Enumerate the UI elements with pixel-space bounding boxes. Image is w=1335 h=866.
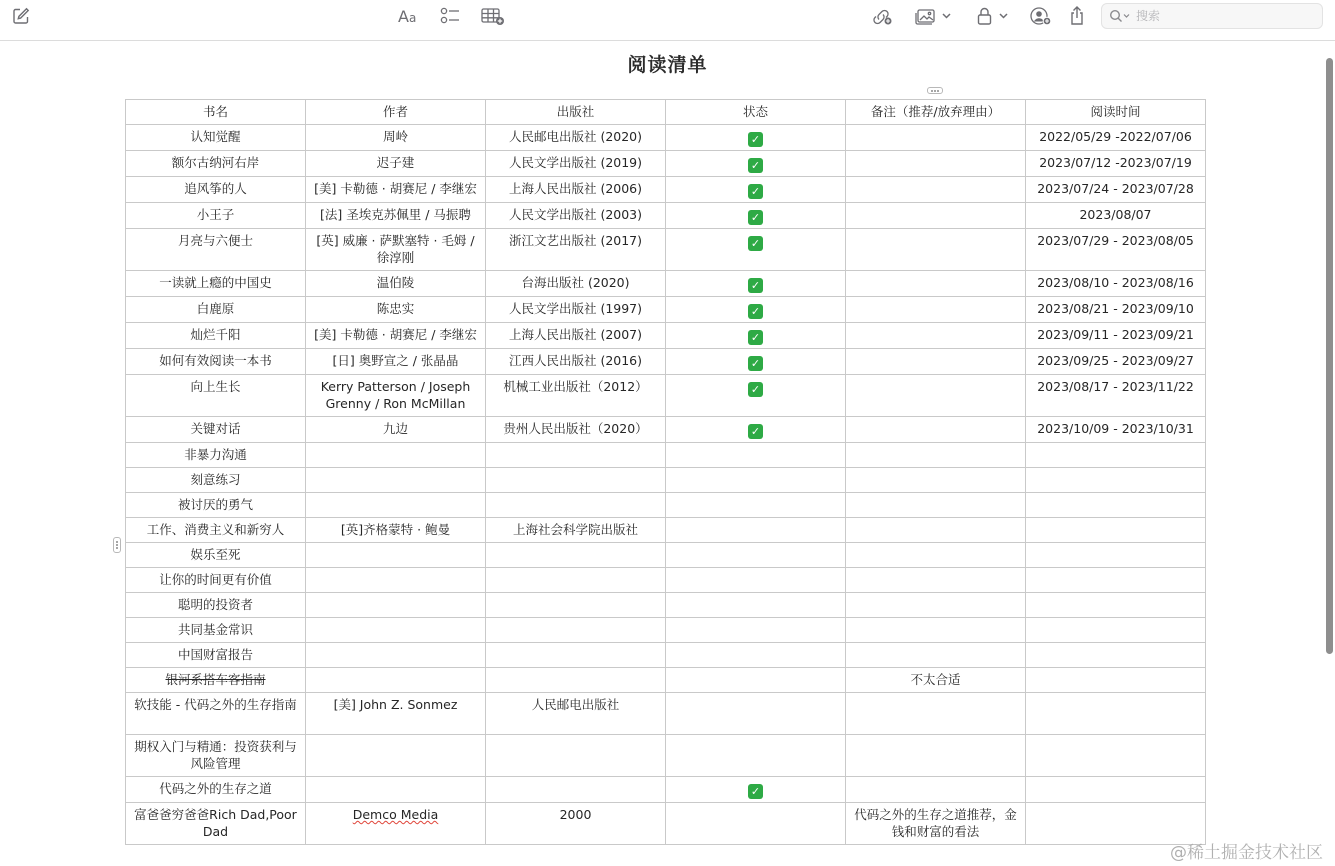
book-title-cell[interactable] [126, 593, 306, 618]
note-cell[interactable] [846, 323, 1026, 349]
book-title-cell[interactable] [126, 493, 306, 518]
share-user-icon[interactable] [1028, 5, 1052, 27]
table-row [126, 443, 1206, 468]
reading-time-cell[interactable] [1026, 151, 1206, 177]
book-title-cell[interactable] [126, 323, 306, 349]
publisher-cell[interactable] [486, 443, 666, 468]
author-text: [法] 圣埃克苏佩里 / 马振聘 [320, 207, 471, 222]
book-title-text: 向上生长 [190, 379, 241, 394]
author-cell[interactable] [306, 151, 486, 177]
book-title-cell[interactable] [126, 349, 306, 375]
book-title-text: 刻意练习 [190, 472, 241, 487]
table-row [126, 203, 1206, 229]
checkmark-icon: ✓ [748, 330, 763, 345]
publisher-cell[interactable] [486, 693, 666, 735]
book-title-text: 小王子 [196, 207, 235, 222]
author-cell[interactable] [306, 203, 486, 229]
book-title-cell[interactable] [126, 375, 306, 417]
author-cell[interactable] [306, 177, 486, 203]
publisher-text: 2000 [559, 807, 592, 822]
status-cell[interactable] [666, 803, 846, 845]
book-title-text: 认知觉醒 [190, 129, 241, 144]
book-title-text: 月亮与六便士 [177, 233, 253, 248]
header-cell[interactable]: 状态 [666, 100, 846, 125]
author-cell[interactable] [306, 803, 486, 845]
book-title-text: 富爸爸穷爸爸Rich Dad,Poor Dad [134, 807, 297, 839]
reading-time-cell[interactable] [1026, 668, 1206, 693]
author-text: 九边 [382, 421, 408, 436]
reading-time-cell[interactable] [1026, 125, 1206, 151]
status-cell[interactable] [666, 151, 846, 177]
table-row [126, 375, 1206, 417]
note-cell[interactable] [846, 735, 1026, 777]
reading-time-cell[interactable] [1026, 297, 1206, 323]
reading-time-cell[interactable] [1026, 543, 1206, 568]
book-title-text: 中国财富报告 [177, 647, 253, 662]
note-cell[interactable] [846, 443, 1026, 468]
reading-time-text: 2023/08/17 - 2023/11/22 [1037, 379, 1194, 394]
author-cell[interactable] [306, 777, 486, 803]
note-cell[interactable] [846, 693, 1026, 735]
author-cell[interactable] [306, 375, 486, 417]
author-text: Demco Media [352, 807, 439, 822]
reading-time-text: 2023/09/25 - 2023/09/27 [1037, 353, 1194, 368]
table-row [126, 643, 1206, 668]
reading-list-table [125, 99, 1206, 845]
note-cell[interactable] [846, 777, 1026, 803]
publisher-cell[interactable] [486, 643, 666, 668]
table-row [126, 803, 1206, 845]
publisher-cell[interactable] [486, 518, 666, 543]
status-cell[interactable] [666, 518, 846, 543]
publisher-cell[interactable] [486, 203, 666, 229]
author-cell[interactable] [306, 443, 486, 468]
author-cell[interactable] [306, 543, 486, 568]
note-cell[interactable] [846, 417, 1026, 443]
book-title-cell[interactable] [126, 668, 306, 693]
reading-time-cell[interactable] [1026, 271, 1206, 297]
author-text: [英] 威廉 · 萨默塞特 · 毛姆 / 徐淳刚 [316, 233, 475, 265]
header-cell[interactable]: 出版社 [486, 100, 666, 125]
status-cell[interactable] [666, 593, 846, 618]
reading-time-text: 2023/08/07 [1079, 207, 1152, 222]
collaborate-icon[interactable] [870, 5, 894, 27]
reading-time-text: 2023/07/12 -2023/07/19 [1039, 155, 1192, 170]
reading-time-text: 2023/10/09 - 2023/10/31 [1037, 421, 1194, 436]
publisher-cell[interactable] [486, 125, 666, 151]
table-row [126, 543, 1206, 568]
table-header-row [126, 100, 1206, 125]
author-cell[interactable] [306, 735, 486, 777]
reading-time-cell[interactable] [1026, 443, 1206, 468]
table-row [126, 693, 1206, 735]
book-title-cell[interactable] [126, 568, 306, 593]
author-cell[interactable] [306, 468, 486, 493]
reading-time-cell[interactable] [1026, 777, 1206, 803]
search-field[interactable] [1101, 3, 1323, 29]
book-title-text: 白鹿原 [196, 301, 235, 316]
publisher-cell[interactable] [486, 735, 666, 777]
publisher-cell[interactable] [486, 349, 666, 375]
checkmark-icon: ✓ [748, 236, 763, 251]
book-title-cell[interactable] [126, 618, 306, 643]
publisher-cell[interactable] [486, 229, 666, 271]
book-title-text: 银河系搭车客指南 [165, 672, 266, 687]
reading-time-cell[interactable] [1026, 643, 1206, 668]
status-cell[interactable] [666, 125, 846, 151]
book-title-cell[interactable] [126, 518, 306, 543]
status-cell[interactable] [666, 668, 846, 693]
author-text: 温伯陵 [376, 275, 415, 290]
book-title-text: 软技能 - 代码之外的生存指南 [134, 697, 297, 712]
note-cell[interactable] [846, 349, 1026, 375]
book-title-text: 追风筝的人 [184, 181, 247, 196]
reading-time-cell[interactable] [1026, 593, 1206, 618]
reading-time-text: 2023/07/29 - 2023/08/05 [1037, 233, 1194, 248]
author-cell[interactable] [306, 349, 486, 375]
share-icon[interactable] [1067, 5, 1087, 27]
status-cell[interactable] [666, 177, 846, 203]
reading-time-cell[interactable] [1026, 323, 1206, 349]
table-row [126, 349, 1206, 375]
note-cell[interactable] [846, 618, 1026, 643]
note-cell[interactable] [846, 803, 1026, 845]
note-cell[interactable] [846, 568, 1026, 593]
table-row [126, 468, 1206, 493]
status-cell[interactable] [666, 543, 846, 568]
checkmark-icon: ✓ [748, 278, 763, 293]
book-title-text: 聪明的投资者 [177, 597, 253, 612]
status-cell[interactable] [666, 297, 846, 323]
book-title-cell[interactable] [126, 177, 306, 203]
status-cell[interactable] [666, 417, 846, 443]
author-cell[interactable] [306, 323, 486, 349]
book-title-cell[interactable] [126, 125, 306, 151]
publisher-cell[interactable] [486, 375, 666, 417]
status-cell[interactable] [666, 493, 846, 518]
book-title-cell[interactable] [126, 229, 306, 271]
table-row [126, 735, 1206, 777]
book-title-cell[interactable] [126, 777, 306, 803]
book-title-text: 关键对话 [190, 421, 241, 436]
publisher-text: 上海人民出版社 (2007) [508, 327, 643, 342]
publisher-text: 人民邮电出版社 (2020) [508, 129, 643, 144]
checkmark-icon: ✓ [748, 158, 763, 173]
book-title-cell[interactable] [126, 203, 306, 229]
table-row [126, 323, 1206, 349]
checkmark-icon: ✓ [748, 784, 763, 799]
author-cell[interactable] [306, 618, 486, 643]
book-title-text: 非暴力沟通 [184, 447, 247, 462]
checkmark-icon: ✓ [748, 382, 763, 397]
status-cell[interactable] [666, 618, 846, 643]
note-cell[interactable] [846, 643, 1026, 668]
publisher-text: 上海人民出版社 (2006) [508, 181, 643, 196]
checkmark-icon: ✓ [748, 304, 763, 319]
publisher-text: 上海社会科学院出版社 [512, 522, 638, 537]
table-row [126, 668, 1206, 693]
checklist-icon[interactable] [439, 5, 461, 27]
publisher-cell[interactable] [486, 151, 666, 177]
note-cell[interactable] [846, 375, 1026, 417]
note-cell[interactable] [846, 518, 1026, 543]
reading-time-text: 2023/08/21 - 2023/09/10 [1037, 301, 1194, 316]
reading-time-cell[interactable] [1026, 417, 1206, 443]
note-cell[interactable] [846, 203, 1026, 229]
publisher-text: 人民文学出版社 (1997) [508, 301, 643, 316]
table-row [126, 568, 1206, 593]
lock-icon[interactable] [975, 5, 1011, 27]
author-cell[interactable] [306, 125, 486, 151]
note-cell[interactable] [846, 271, 1026, 297]
svg-text:a: a [409, 11, 417, 25]
author-cell[interactable] [306, 297, 486, 323]
status-cell[interactable] [666, 693, 846, 735]
book-title-cell[interactable] [126, 543, 306, 568]
reading-time-cell[interactable] [1026, 693, 1206, 735]
status-cell[interactable] [666, 271, 846, 297]
author-cell[interactable] [306, 568, 486, 593]
status-cell[interactable] [666, 468, 846, 493]
publisher-cell[interactable] [486, 543, 666, 568]
author-cell[interactable] [306, 643, 486, 668]
book-title-text: 期权入门与精通：投资获利与风险管理 [134, 739, 297, 771]
author-text: [日] 奥野宣之 / 张晶晶 [332, 353, 459, 368]
publisher-text: 人民文学出版社 (2019) [508, 155, 643, 170]
publisher-text: 浙江文艺出版社 (2017) [508, 233, 643, 248]
header-cell[interactable]: 书名 [126, 100, 306, 125]
vertical-scrollbar[interactable] [1326, 58, 1333, 654]
publisher-cell[interactable] [486, 271, 666, 297]
table-body [126, 125, 1206, 845]
publisher-cell[interactable] [486, 493, 666, 518]
table-row [126, 125, 1206, 151]
publisher-text: 贵州人民出版社（2020） [503, 421, 648, 436]
publisher-cell[interactable] [486, 668, 666, 693]
publisher-cell[interactable] [486, 803, 666, 845]
book-title-cell[interactable] [126, 643, 306, 668]
publisher-cell[interactable] [486, 568, 666, 593]
checkmark-icon: ✓ [748, 424, 763, 439]
book-title-text: 灿烂千阳 [190, 327, 241, 342]
reading-time-cell[interactable] [1026, 375, 1206, 417]
table-row [126, 151, 1206, 177]
author-text: [美] 卡勒德 · 胡赛尼 / 李继宏 [314, 327, 477, 342]
note-text: 不太合适 [910, 672, 961, 687]
status-cell[interactable] [666, 568, 846, 593]
publisher-text: 江西人民出版社 (2016) [508, 353, 643, 368]
table-row [126, 593, 1206, 618]
table-row [126, 229, 1206, 271]
reading-time-text: 2023/08/10 - 2023/08/16 [1037, 275, 1194, 290]
table-row [126, 297, 1206, 323]
checkmark-icon: ✓ [748, 210, 763, 225]
publisher-text: 台海出版社 (2020) [521, 275, 630, 290]
status-cell[interactable] [666, 643, 846, 668]
reading-time-cell[interactable] [1026, 203, 1206, 229]
book-title-text: 如何有效阅读一本书 [159, 353, 272, 368]
table-row [126, 271, 1206, 297]
book-title-cell[interactable] [126, 151, 306, 177]
reading-time-cell[interactable] [1026, 568, 1206, 593]
publisher-cell[interactable] [486, 593, 666, 618]
book-title-cell[interactable] [126, 468, 306, 493]
book-title-cell[interactable] [126, 443, 306, 468]
note-cell[interactable] [846, 151, 1026, 177]
book-title-text: 共同基金常识 [177, 622, 253, 637]
book-title-cell[interactable] [126, 735, 306, 777]
publisher-cell[interactable] [486, 468, 666, 493]
media-icon[interactable] [914, 5, 954, 27]
author-text: 迟子建 [376, 155, 415, 170]
column-handle[interactable] [927, 87, 943, 94]
author-cell[interactable] [306, 229, 486, 271]
reading-time-text: 2023/09/11 - 2023/09/21 [1037, 327, 1194, 342]
table-row [126, 777, 1206, 803]
status-cell[interactable] [666, 735, 846, 777]
table-icon[interactable] [480, 5, 506, 27]
table-row [126, 417, 1206, 443]
publisher-cell[interactable] [486, 417, 666, 443]
book-title-text: 被讨厌的勇气 [177, 497, 253, 512]
book-title-text: 让你的时间更有价值 [159, 572, 272, 587]
reading-time-text: 2023/07/24 - 2023/07/28 [1037, 181, 1194, 196]
book-title-cell[interactable] [126, 297, 306, 323]
checkmark-icon: ✓ [748, 356, 763, 371]
author-cell[interactable] [306, 271, 486, 297]
note-cell[interactable] [846, 297, 1026, 323]
reading-time-cell[interactable] [1026, 493, 1206, 518]
reading-time-cell[interactable] [1026, 177, 1206, 203]
publisher-cell[interactable] [486, 618, 666, 643]
author-text: 陈忠实 [376, 301, 415, 316]
reading-time-cell[interactable] [1026, 618, 1206, 643]
note-cell[interactable] [846, 668, 1026, 693]
reading-time-cell[interactable] [1026, 229, 1206, 271]
note-cell[interactable] [846, 229, 1026, 271]
author-cell[interactable] [306, 518, 486, 543]
header-cell[interactable]: 阅读时间 [1026, 100, 1206, 125]
status-cell[interactable] [666, 777, 846, 803]
author-cell[interactable] [306, 417, 486, 443]
author-text: 周岭 [382, 129, 408, 144]
author-cell[interactable] [306, 493, 486, 518]
note-text: 代码之外的生存之道推荐，金钱和财富的看法 [854, 807, 1017, 839]
book-title-cell[interactable] [126, 693, 306, 735]
table-row [126, 493, 1206, 518]
search-input[interactable] [1136, 6, 1306, 26]
reading-time-cell[interactable] [1026, 349, 1206, 375]
author-cell[interactable] [306, 668, 486, 693]
publisher-cell[interactable] [486, 323, 666, 349]
svg-text:A: A [398, 7, 409, 26]
book-title-text: 娱乐至死 [190, 547, 241, 562]
row-handle[interactable] [113, 537, 121, 553]
note-cell[interactable] [846, 593, 1026, 618]
author-text: [英]齐格蒙特 · 鲍曼 [340, 522, 451, 537]
publisher-text: 人民邮电出版社 [531, 697, 620, 712]
search-icon [1109, 9, 1131, 23]
format-text-icon[interactable] [397, 5, 421, 27]
author-text: Kerry Patterson / Joseph Grenny / Ron McMillan [320, 379, 471, 411]
status-cell[interactable] [666, 375, 846, 417]
publisher-cell[interactable] [486, 777, 666, 803]
book-title-cell[interactable] [126, 271, 306, 297]
book-title-cell[interactable] [126, 417, 306, 443]
status-cell[interactable] [666, 443, 846, 468]
status-cell[interactable] [666, 349, 846, 375]
note-cell[interactable] [846, 493, 1026, 518]
author-cell[interactable] [306, 593, 486, 618]
header-cell[interactable]: 作者 [306, 100, 486, 125]
publisher-text: 人民文学出版社 (2003) [508, 207, 643, 222]
reading-time-text: 2022/05/29 -2022/07/06 [1039, 129, 1192, 144]
note-cell[interactable] [846, 543, 1026, 568]
status-cell[interactable] [666, 229, 846, 271]
table-row [126, 518, 1206, 543]
author-text: [美] John Z. Sonmez [333, 697, 458, 712]
note-cell[interactable] [846, 468, 1026, 493]
page-title: 阅读清单 [627, 54, 708, 76]
publisher-cell[interactable] [486, 297, 666, 323]
author-text: [美] 卡勒德 · 胡赛尼 / 李继宏 [314, 181, 477, 196]
compose-icon[interactable] [10, 5, 32, 27]
status-cell[interactable] [666, 203, 846, 229]
book-title-text: 代码之外的生存之道 [159, 781, 272, 796]
note-cell[interactable] [846, 125, 1026, 151]
table-row [126, 177, 1206, 203]
reading-time-cell[interactable] [1026, 735, 1206, 777]
reading-time-cell[interactable] [1026, 468, 1206, 493]
reading-time-cell[interactable] [1026, 518, 1206, 543]
checkmark-icon: ✓ [748, 184, 763, 199]
publisher-text: 机械工业出版社（2012） [503, 379, 648, 394]
publisher-cell[interactable] [486, 177, 666, 203]
note-cell[interactable] [846, 177, 1026, 203]
watermark: @稀土掘金技术社区 [1170, 843, 1323, 863]
book-title-text: 一读就上瘾的中国史 [159, 275, 272, 290]
author-cell[interactable] [306, 693, 486, 735]
table-row [126, 618, 1206, 643]
book-title-cell[interactable] [126, 803, 306, 845]
checkmark-icon: ✓ [748, 132, 763, 147]
status-cell[interactable] [666, 323, 846, 349]
book-title-text: 额尔古纳河右岸 [171, 155, 260, 170]
header-cell[interactable]: 备注（推荐/放弃理由） [846, 100, 1026, 125]
book-title-text: 工作、消费主义和新穷人 [146, 522, 285, 537]
toolbar [0, 0, 1335, 41]
